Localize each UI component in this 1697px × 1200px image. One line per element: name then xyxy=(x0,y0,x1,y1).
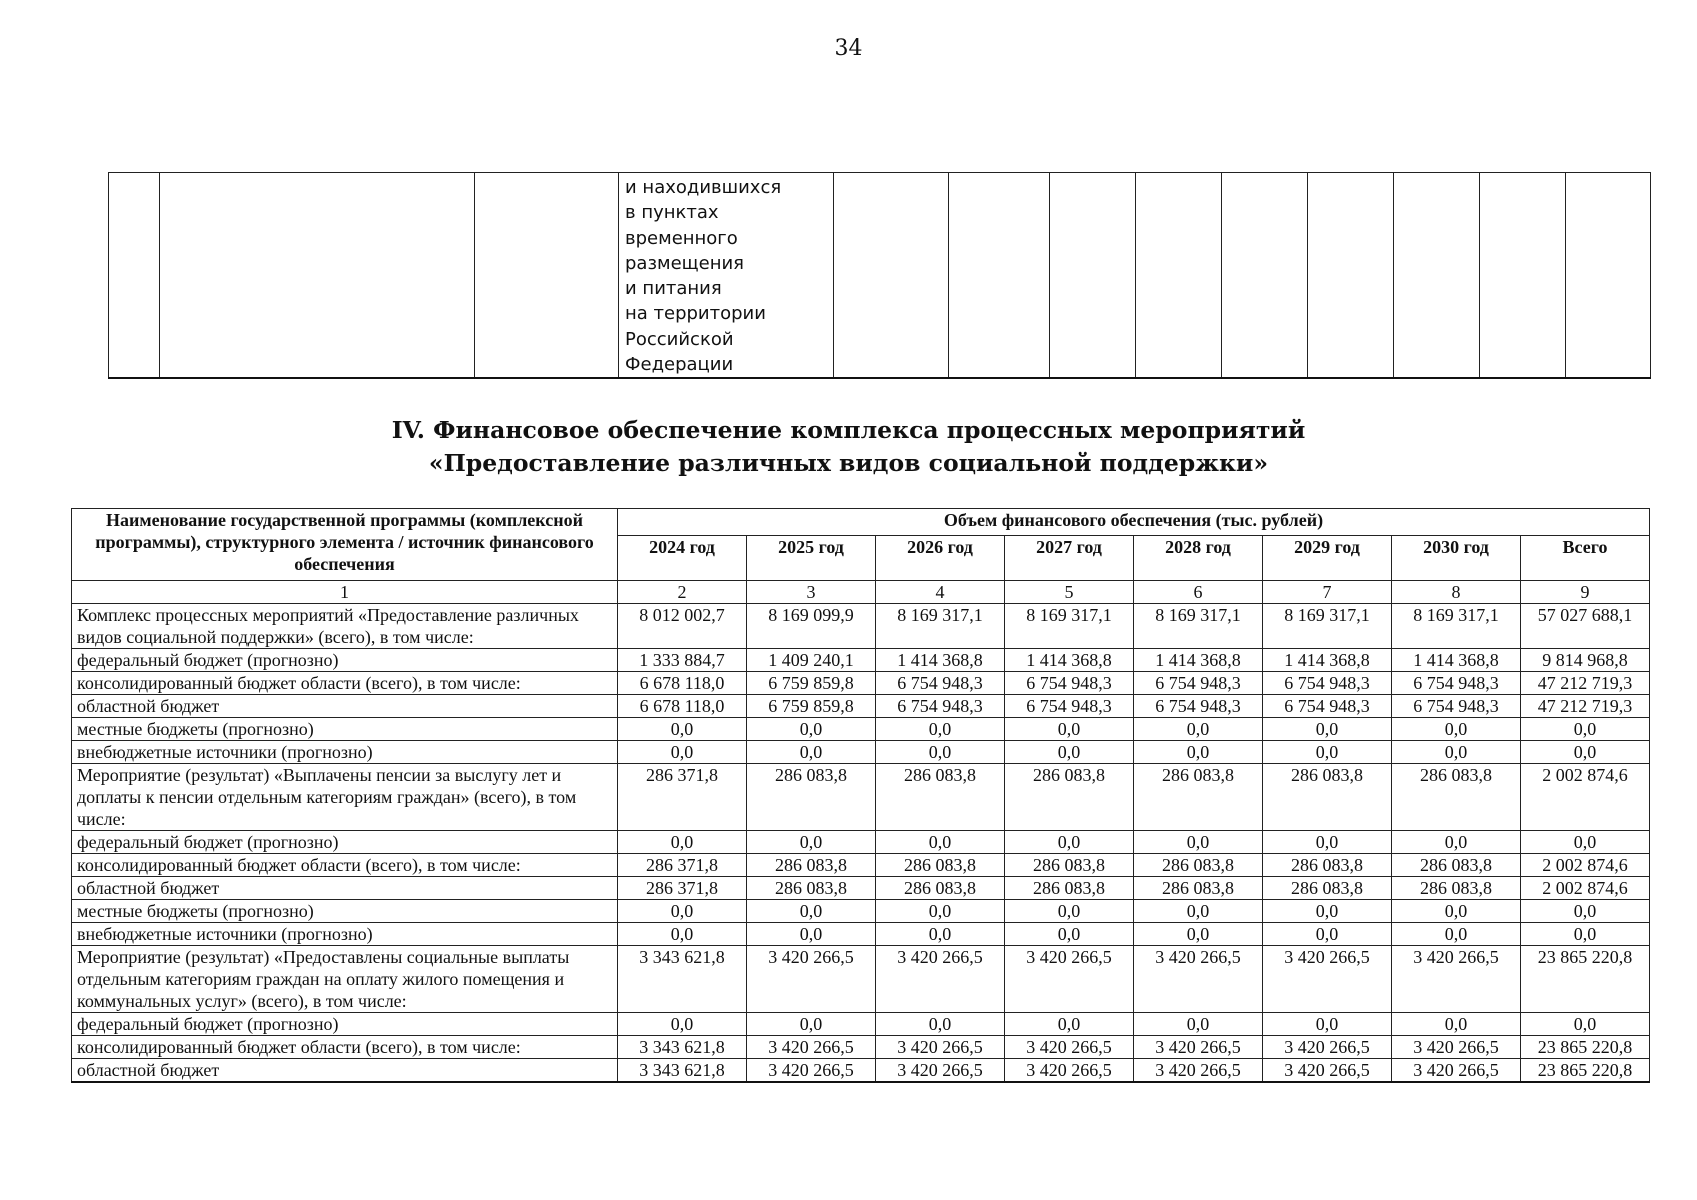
value-cell: 0,0 xyxy=(1392,718,1521,741)
cont-cell xyxy=(1566,173,1651,379)
row-label: федеральный бюджет (прогнозно) xyxy=(72,649,618,672)
table-row xyxy=(72,900,1650,923)
cont-cell xyxy=(475,173,619,379)
value-cell: 8 169 317,1 xyxy=(1392,604,1521,649)
value-cell: 3 420 266,5 xyxy=(1392,1036,1521,1059)
value-cell: 0,0 xyxy=(1263,741,1392,764)
value-cell: 0,0 xyxy=(1392,1013,1521,1036)
value-cell: 286 083,8 xyxy=(1005,877,1134,900)
value-cell: 3 343 621,8 xyxy=(618,1036,747,1059)
column-number-cell: 6 xyxy=(1134,581,1263,604)
table-row xyxy=(72,764,1650,831)
value-cell: 1 414 368,8 xyxy=(1134,649,1263,672)
row-label: местные бюджеты (прогнозно) xyxy=(72,718,618,741)
value-cell: 23 865 220,8 xyxy=(1521,946,1650,1013)
row-label: федеральный бюджет (прогнозно) xyxy=(72,1013,618,1036)
year-column-header: 2029 год xyxy=(1263,536,1392,581)
value-cell: 47 212 719,3 xyxy=(1521,695,1650,718)
value-cell: 0,0 xyxy=(1005,1013,1134,1036)
table-row xyxy=(72,946,1650,1013)
value-cell: 0,0 xyxy=(1134,1013,1263,1036)
section-title-line2: «Предоставление различных видов социальной поддержки» xyxy=(428,449,1269,477)
row-label: консолидированный бюджет области (всего), в том числе: xyxy=(72,854,618,877)
value-cell: 286 083,8 xyxy=(1263,854,1392,877)
value-cell: 6 678 118,0 xyxy=(618,672,747,695)
value-cell: 0,0 xyxy=(1134,900,1263,923)
value-cell: 0,0 xyxy=(618,831,747,854)
value-cell: 3 420 266,5 xyxy=(1263,1036,1392,1059)
value-cell: 0,0 xyxy=(1521,831,1650,854)
value-cell: 286 371,8 xyxy=(618,854,747,877)
continuation-text-line: Федерации xyxy=(625,354,734,376)
row-label: федеральный бюджет (прогнозно) xyxy=(72,831,618,854)
value-cell: 0,0 xyxy=(1005,831,1134,854)
column-number-cell: 9 xyxy=(1521,581,1650,604)
value-cell: 286 083,8 xyxy=(1005,764,1134,831)
row-label: внебюджетные источники (прогнозно) xyxy=(72,741,618,764)
value-cell: 6 754 948,3 xyxy=(1005,672,1134,695)
value-cell: 0,0 xyxy=(1521,923,1650,946)
value-cell: 8 169 317,1 xyxy=(876,604,1005,649)
value-cell: 6 759 859,8 xyxy=(747,672,876,695)
value-cell: 286 083,8 xyxy=(1134,877,1263,900)
value-cell: 9 814 968,8 xyxy=(1521,649,1650,672)
continuation-table xyxy=(108,172,1651,379)
table-row xyxy=(72,649,1650,672)
value-cell: 0,0 xyxy=(1134,718,1263,741)
table-row xyxy=(72,604,1650,649)
column-number-cell: 7 xyxy=(1263,581,1392,604)
value-cell: 1 333 884,7 xyxy=(618,649,747,672)
value-cell: 57 027 688,1 xyxy=(1521,604,1650,649)
row-label: областной бюджет xyxy=(72,695,618,718)
value-cell: 3 420 266,5 xyxy=(1005,1059,1134,1083)
cont-cell xyxy=(1222,173,1308,379)
value-cell: 3 420 266,5 xyxy=(1134,946,1263,1013)
value-cell: 2 002 874,6 xyxy=(1521,854,1650,877)
table-row xyxy=(72,877,1650,900)
table-row xyxy=(72,923,1650,946)
value-cell: 3 420 266,5 xyxy=(1392,1059,1521,1083)
table-row xyxy=(72,1036,1650,1059)
value-cell: 3 420 266,5 xyxy=(876,1059,1005,1083)
column-number-cell: 1 xyxy=(72,581,618,604)
value-cell: 0,0 xyxy=(876,741,1005,764)
column-number-cell: 4 xyxy=(876,581,1005,604)
value-cell: 6 754 948,3 xyxy=(1134,672,1263,695)
year-column-header: 2026 год xyxy=(876,536,1005,581)
column-number-cell: 2 xyxy=(618,581,747,604)
value-cell: 286 083,8 xyxy=(1134,764,1263,831)
value-cell: 286 083,8 xyxy=(1134,854,1263,877)
value-cell: 0,0 xyxy=(1263,900,1392,923)
cont-cell xyxy=(1308,173,1394,379)
value-cell: 0,0 xyxy=(1392,831,1521,854)
value-cell: 0,0 xyxy=(747,831,876,854)
row-label: Мероприятие (результат) «Предоставлены социальные выплаты отдельным категориям граждан на оплату жилого помещения и коммунальных услуг» (всего), в том числе: xyxy=(72,946,618,1013)
cont-cell xyxy=(1480,173,1566,379)
value-cell: 0,0 xyxy=(618,718,747,741)
year-column-header: 2027 год xyxy=(1005,536,1134,581)
value-cell: 0,0 xyxy=(876,831,1005,854)
continuation-text-line: на территории xyxy=(625,303,766,325)
value-cell: 8 169 317,1 xyxy=(1263,604,1392,649)
table-row xyxy=(72,672,1650,695)
value-cell: 0,0 xyxy=(1134,741,1263,764)
value-cell: 3 420 266,5 xyxy=(747,946,876,1013)
volume-group-header: Объем финансового обеспечения (тыс. рублей) xyxy=(618,509,1650,536)
value-cell: 0,0 xyxy=(1134,831,1263,854)
value-cell: 3 420 266,5 xyxy=(876,946,1005,1013)
value-cell: 0,0 xyxy=(876,1013,1005,1036)
year-column-header: 2030 год xyxy=(1392,536,1521,581)
continuation-text-line: Российской xyxy=(625,328,734,350)
value-cell: 2 002 874,6 xyxy=(1521,764,1650,831)
value-cell: 0,0 xyxy=(747,1013,876,1036)
value-cell: 0,0 xyxy=(876,900,1005,923)
value-cell: 8 169 317,1 xyxy=(1134,604,1263,649)
value-cell: 0,0 xyxy=(1521,741,1650,764)
value-cell: 8 169 317,1 xyxy=(1005,604,1134,649)
value-cell: 0,0 xyxy=(1263,831,1392,854)
year-column-header: Всего xyxy=(1521,536,1650,581)
value-cell: 6 754 948,3 xyxy=(1392,672,1521,695)
value-cell: 286 371,8 xyxy=(618,877,747,900)
value-cell: 286 083,8 xyxy=(1263,877,1392,900)
value-cell: 0,0 xyxy=(618,923,747,946)
value-cell: 0,0 xyxy=(1521,900,1650,923)
value-cell: 0,0 xyxy=(1392,900,1521,923)
value-cell: 286 083,8 xyxy=(1392,764,1521,831)
table-row xyxy=(72,695,1650,718)
row-label: консолидированный бюджет области (всего), в том числе: xyxy=(72,1036,618,1059)
year-column-header: 2024 год xyxy=(618,536,747,581)
header-row-column-numbers xyxy=(72,581,1650,604)
row-label: Комплекс процессных мероприятий «Предоставление различных видов социальной поддержки» (всего), в том числе: xyxy=(72,604,618,649)
value-cell: 3 420 266,5 xyxy=(747,1059,876,1083)
value-cell: 8 012 002,7 xyxy=(618,604,747,649)
name-column-header: Наименование государственной программы (комплексной программы), структурного элемента / источник финансового обеспечения xyxy=(72,509,618,581)
value-cell: 3 420 266,5 xyxy=(747,1036,876,1059)
value-cell: 3 420 266,5 xyxy=(1005,946,1134,1013)
value-cell: 0,0 xyxy=(747,718,876,741)
value-cell: 6 754 948,3 xyxy=(1263,672,1392,695)
page-number: 34 xyxy=(834,36,863,61)
value-cell: 6 678 118,0 xyxy=(618,695,747,718)
section-title-line1: IV. Финансовое обеспечение комплекса процессных мероприятий xyxy=(391,416,1306,444)
cont-cell xyxy=(1050,173,1136,379)
value-cell: 3 420 266,5 xyxy=(1005,1036,1134,1059)
value-cell: 0,0 xyxy=(1134,923,1263,946)
value-cell: 6 754 948,3 xyxy=(1005,695,1134,718)
table-row xyxy=(72,1013,1650,1036)
value-cell: 6 754 948,3 xyxy=(876,672,1005,695)
value-cell: 0,0 xyxy=(876,923,1005,946)
value-cell: 47 212 719,3 xyxy=(1521,672,1650,695)
value-cell: 3 420 266,5 xyxy=(1134,1036,1263,1059)
table-row xyxy=(72,1059,1650,1083)
continuation-text-line: и находившихся xyxy=(625,177,782,198)
value-cell: 3 343 621,8 xyxy=(618,946,747,1013)
value-cell: 286 083,8 xyxy=(876,764,1005,831)
value-cell: 1 409 240,1 xyxy=(747,649,876,672)
column-number-cell: 8 xyxy=(1392,581,1521,604)
value-cell: 3 420 266,5 xyxy=(1134,1059,1263,1083)
row-label: консолидированный бюджет области (всего), в том числе: xyxy=(72,672,618,695)
header-row-1 xyxy=(72,509,1650,536)
value-cell: 3 420 266,5 xyxy=(1263,946,1392,1013)
value-cell: 286 083,8 xyxy=(1005,854,1134,877)
continuation-text-line: временного xyxy=(625,227,738,249)
value-cell: 0,0 xyxy=(1005,718,1134,741)
value-cell: 0,0 xyxy=(1392,741,1521,764)
value-cell: 6 759 859,8 xyxy=(747,695,876,718)
value-cell: 0,0 xyxy=(876,718,1005,741)
value-cell: 6 754 948,3 xyxy=(1263,695,1392,718)
value-cell: 0,0 xyxy=(1263,1013,1392,1036)
value-cell: 0,0 xyxy=(618,741,747,764)
value-cell: 2 002 874,6 xyxy=(1521,877,1650,900)
value-cell: 286 083,8 xyxy=(747,854,876,877)
value-cell: 1 414 368,8 xyxy=(876,649,1005,672)
value-cell: 286 083,8 xyxy=(747,764,876,831)
value-cell: 1 414 368,8 xyxy=(1005,649,1134,672)
value-cell: 286 083,8 xyxy=(747,877,876,900)
table-row xyxy=(72,854,1650,877)
table-row xyxy=(72,718,1650,741)
value-cell: 286 083,8 xyxy=(1392,877,1521,900)
table-row xyxy=(72,741,1650,764)
value-cell: 3 343 621,8 xyxy=(618,1059,747,1083)
value-cell: 0,0 xyxy=(1005,900,1134,923)
cont-cell xyxy=(1136,173,1222,379)
value-cell: 23 865 220,8 xyxy=(1521,1036,1650,1059)
value-cell: 286 083,8 xyxy=(1392,854,1521,877)
value-cell: 6 754 948,3 xyxy=(876,695,1005,718)
cont-cell xyxy=(109,173,160,379)
value-cell: 0,0 xyxy=(1005,741,1134,764)
value-cell: 286 083,8 xyxy=(876,854,1005,877)
value-cell: 0,0 xyxy=(747,741,876,764)
value-cell: 3 420 266,5 xyxy=(1392,946,1521,1013)
value-cell: 0,0 xyxy=(1392,923,1521,946)
section-title xyxy=(0,414,1697,480)
row-label: областной бюджет xyxy=(72,877,618,900)
value-cell: 0,0 xyxy=(618,1013,747,1036)
value-cell: 8 169 099,9 xyxy=(747,604,876,649)
cont-cell xyxy=(160,173,475,379)
continuation-row xyxy=(109,173,1651,379)
table-row xyxy=(72,831,1650,854)
value-cell: 0,0 xyxy=(1263,923,1392,946)
year-column-header: 2025 год xyxy=(747,536,876,581)
value-cell: 1 414 368,8 xyxy=(1263,649,1392,672)
value-cell: 286 371,8 xyxy=(618,764,747,831)
row-label: областной бюджет xyxy=(72,1059,618,1083)
value-cell: 286 083,8 xyxy=(876,877,1005,900)
continuation-text-line: в пунктах xyxy=(625,202,719,224)
year-column-header: 2028 год xyxy=(1134,536,1263,581)
continuation-text-line: размещения xyxy=(625,252,745,274)
financing-table xyxy=(71,508,1650,1083)
value-cell: 0,0 xyxy=(747,900,876,923)
row-label: Мероприятие (результат) «Выплачены пенсии за выслугу лет и доплаты к пенсии отдельным категориям граждан» (всего), в том числе: xyxy=(72,764,618,831)
column-number-cell: 3 xyxy=(747,581,876,604)
cont-cell xyxy=(949,173,1050,379)
column-number-cell: 5 xyxy=(1005,581,1134,604)
value-cell: 0,0 xyxy=(1005,923,1134,946)
continuation-text-line: и питания xyxy=(625,278,722,300)
value-cell: 6 754 948,3 xyxy=(1134,695,1263,718)
value-cell: 0,0 xyxy=(618,900,747,923)
value-cell: 23 865 220,8 xyxy=(1521,1059,1650,1083)
cont-cell xyxy=(1394,173,1480,379)
value-cell: 0,0 xyxy=(1521,718,1650,741)
value-cell: 1 414 368,8 xyxy=(1392,649,1521,672)
row-label: местные бюджеты (прогнозно) xyxy=(72,900,618,923)
cont-cell xyxy=(834,173,949,379)
value-cell: 0,0 xyxy=(1521,1013,1650,1036)
value-cell: 0,0 xyxy=(1263,718,1392,741)
cont-text-cell xyxy=(619,173,834,379)
value-cell: 0,0 xyxy=(747,923,876,946)
value-cell: 3 420 266,5 xyxy=(876,1036,1005,1059)
value-cell: 3 420 266,5 xyxy=(1263,1059,1392,1083)
value-cell: 6 754 948,3 xyxy=(1392,695,1521,718)
value-cell: 286 083,8 xyxy=(1263,764,1392,831)
row-label: внебюджетные источники (прогнозно) xyxy=(72,923,618,946)
